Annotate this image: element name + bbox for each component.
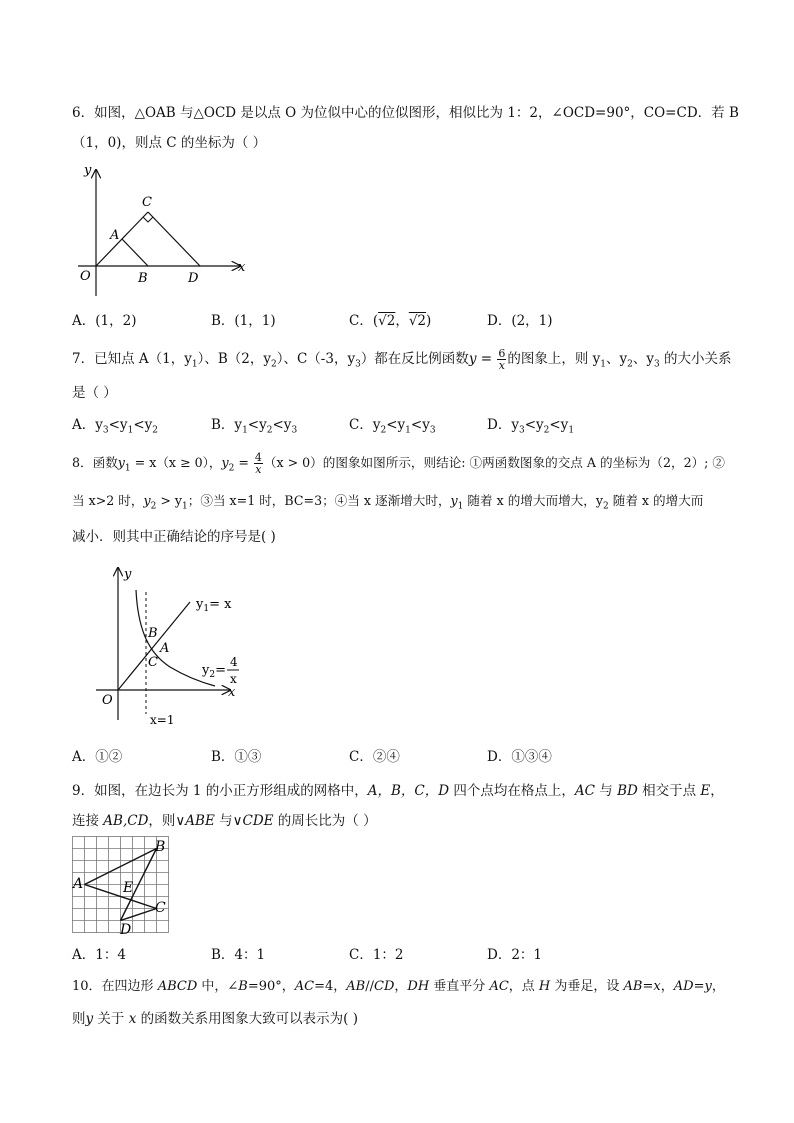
q9-label-a: A xyxy=(73,876,84,892)
q6-option-b[interactable]: B．(1，1) xyxy=(211,313,276,329)
q6-label-x: x xyxy=(238,260,246,275)
q10-stem-line1: 10．在四边形 ABCD 中，∠B=90°，AC=4，AB//CD，DH 垂直平分 AC，点 H 为垂足，设 AB=x，AD=y， xyxy=(72,979,725,994)
q7-option-d[interactable]: D．$y_3<y_2<y_1$ xyxy=(487,417,575,436)
q6-option-c[interactable]: C．(√2，√2) xyxy=(349,313,432,329)
q6-label-a: A xyxy=(110,228,120,243)
q8-option-b[interactable]: B．①③ xyxy=(211,749,262,765)
q7-stem-line2: 是（ ） xyxy=(72,385,117,401)
q8-label-a: A xyxy=(160,641,170,656)
q8-label-c: C xyxy=(148,655,158,670)
q6-option-a[interactable]: A．(1，2) xyxy=(72,313,137,329)
q6-option-c-sqrt1: √2 xyxy=(378,313,396,329)
q8-label-x1: x=1 xyxy=(150,713,175,727)
q8-stem-line3: 减小．则其中正确结论的序号是( ) xyxy=(72,529,276,545)
q8-label-y: y xyxy=(124,567,132,582)
q8-label-o: O xyxy=(102,693,113,708)
q9-stem-line2: 连接 AB,CD，则∨ABE 与∨CDE 的周长比为（ ） xyxy=(72,813,377,829)
q9-label-c: C xyxy=(155,900,166,916)
q8-label-b: B xyxy=(148,626,158,641)
q9-label-d: D xyxy=(120,922,132,938)
q9-option-a[interactable]: A．1：4 xyxy=(72,947,126,963)
q6-label-o: O xyxy=(80,269,91,284)
q8-label-y2-den: x xyxy=(230,672,237,686)
q10-stem-line2: 则y 关于 x 的函数关系用图象大致可以表示为( ) xyxy=(72,1011,358,1027)
q8-line-y1 xyxy=(118,602,190,690)
q8-stem-line2: 当 x>2 时，$y_2 > y_1$；③当 x=1 时，BC=3；④当 x 逐渐增大时，$y_1$ 随着 x 的增大而增大，$y_2$ 随着 x 的增大而 xyxy=(72,493,704,512)
q9-figure xyxy=(72,836,172,940)
q6-figure xyxy=(70,160,250,300)
q6-segment-cd xyxy=(148,212,200,266)
q7-option-b[interactable]: B．$y_1<y_2<y_3$ xyxy=(211,417,298,436)
q6-segment-ab xyxy=(122,239,148,266)
q8-figure xyxy=(90,562,260,732)
q8-option-a[interactable]: A．①② xyxy=(72,749,123,765)
q9-option-d[interactable]: D．2：1 xyxy=(487,947,543,963)
q9-option-b[interactable]: B．4：1 xyxy=(211,947,266,963)
q8-label-y2-num: 4 xyxy=(230,655,238,669)
q6-stem-line1: 6．如图，△OAB 与△OCD 是以点 O 为位似中心的位似图形，相似比为 1：2，∠OCD=90°，CO=CD．若 B xyxy=(72,105,739,121)
q6-stem-line2: （1，0)，则点 C 的坐标为（ ） xyxy=(72,135,267,151)
q7-stem-line1: 7．已知点 A（1，$y_1$）、B（2，$y_2$）、C（-3，$y_3$）都在反比例函数y = $\frac{6}{x}$ 的图象上，则 $y_1$、$y_2$、$y_3$ 的大小关系 xyxy=(72,347,732,372)
q9-label-e: E xyxy=(123,880,134,896)
q8-label-x: x xyxy=(228,685,236,700)
q6-right-angle-mark xyxy=(143,217,153,222)
q6-label-d: D xyxy=(188,271,199,286)
q7-option-c[interactable]: C．$y_2<y_1<y_3$ xyxy=(349,417,436,436)
q8-label-y1: $y_1= x$ xyxy=(196,597,232,614)
q9-stem-line1: 9．如图，在边长为 1 的小正方形组成的网格中，A，B，C，D 四个点均在格点上，AC 与 BD 相交于点 E， xyxy=(72,783,724,799)
q6-option-c-sqrt2: √2 xyxy=(408,313,427,329)
q6-option-d[interactable]: D．(2，1) xyxy=(487,313,553,329)
q8-option-c[interactable]: C．②④ xyxy=(349,749,400,765)
q8-label-y2: $y_2=$ xyxy=(202,663,226,680)
q7-option-a[interactable]: A．$y_3<y_1<y_2$ xyxy=(72,417,158,436)
q9-option-c[interactable]: C．1：2 xyxy=(349,947,404,963)
q6-label-y: y xyxy=(84,163,92,178)
q9-label-b: B xyxy=(155,839,166,855)
q8-fraction: $\frac{4}{x}$ xyxy=(254,451,262,476)
q6-label-b: B xyxy=(138,271,148,286)
q6-label-c: C xyxy=(142,195,152,210)
q8-stem-line1: 8．函数$y_1 = x(x \ge 0)$，$y_2$ = $\frac{4}{x}$ （x > 0）的图象如图所示，则结论: ①两函数图象的交点 A 的坐标为（2，2）; ② xyxy=(72,451,726,476)
q7-fraction: $\frac{6}{x}$ xyxy=(498,347,506,372)
q8-option-d[interactable]: D．①③④ xyxy=(487,749,552,765)
